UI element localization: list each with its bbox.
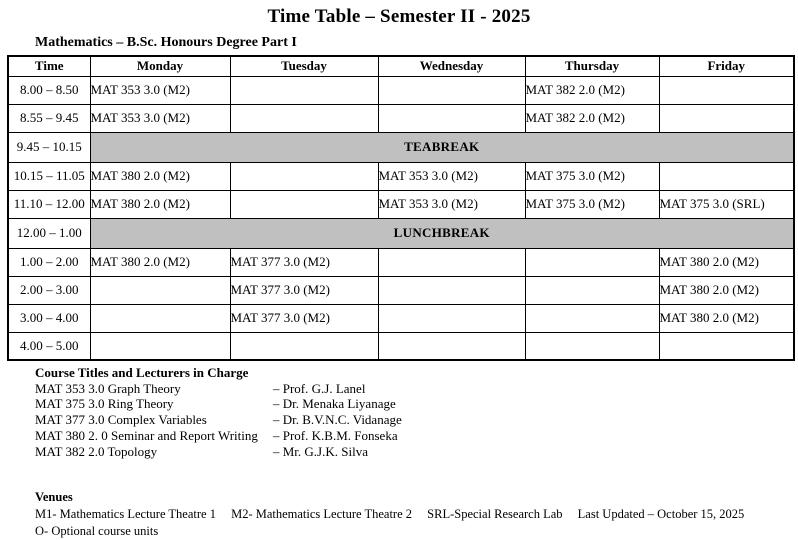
schedule-cell: MAT 380 2.0 (M2) bbox=[659, 276, 794, 304]
schedule-cell bbox=[525, 248, 659, 276]
schedule-cell bbox=[230, 190, 378, 218]
schedule-cell: MAT 380 2.0 (M2) bbox=[90, 248, 230, 276]
time-cell: 8.55 – 9.45 bbox=[8, 104, 90, 132]
schedule-cell: MAT 353 3.0 (M2) bbox=[90, 104, 230, 132]
timetable bbox=[7, 55, 795, 361]
timetable-row bbox=[8, 190, 794, 218]
schedule-cell bbox=[659, 76, 794, 104]
course-item bbox=[35, 381, 798, 397]
schedule-cell bbox=[378, 276, 525, 304]
schedule-cell: MAT 380 2.0 (M2) bbox=[659, 304, 794, 332]
time-cell: 8.00 – 8.50 bbox=[8, 76, 90, 104]
page-title: Time Table – Semester II - 2025 bbox=[267, 6, 531, 27]
schedule-cell bbox=[659, 104, 794, 132]
column-header-monday: Monday bbox=[90, 56, 230, 76]
course-lecturer: – Prof. K.B.M. Fonseka bbox=[273, 427, 398, 443]
timetable-row bbox=[8, 304, 794, 332]
last-updated: Last Updated – October 15, 2025 bbox=[577, 506, 745, 521]
teabreak-row bbox=[8, 132, 794, 162]
schedule-cell bbox=[525, 304, 659, 332]
time-cell: 9.45 – 10.15 bbox=[8, 132, 90, 162]
venues-heading: Venues bbox=[35, 490, 73, 505]
schedule-cell: MAT 353 3.0 (M2) bbox=[378, 162, 525, 190]
course-list-heading: Course Titles and Lecturers in Charge bbox=[35, 365, 249, 380]
course-title: MAT 382 2.0 Topology bbox=[35, 443, 158, 459]
schedule-cell bbox=[378, 104, 525, 132]
venue-m1: M1- Mathematics Lecture Theatre 1 bbox=[35, 506, 216, 521]
schedule-cell bbox=[659, 162, 794, 190]
header-row bbox=[8, 56, 794, 76]
time-cell: 1.00 – 2.00 bbox=[8, 248, 90, 276]
schedule-cell: MAT 382 2.0 (M2) bbox=[525, 76, 659, 104]
schedule-cell: MAT 353 3.0 (M2) bbox=[378, 190, 525, 218]
optional-note: O- Optional course units bbox=[35, 524, 159, 539]
schedule-cell bbox=[230, 104, 378, 132]
schedule-cell bbox=[378, 76, 525, 104]
schedule-cell: MAT 377 3.0 (M2) bbox=[230, 248, 378, 276]
page-subtitle: Mathematics – B.Sc. Honours Degree Part I bbox=[35, 35, 297, 50]
time-cell: 3.00 – 4.00 bbox=[8, 304, 90, 332]
course-item bbox=[35, 444, 798, 460]
schedule-cell bbox=[525, 332, 659, 360]
course-title: MAT 380 2. 0 Seminar and Report Writing bbox=[35, 427, 258, 443]
schedule-cell: MAT 382 2.0 (M2) bbox=[525, 104, 659, 132]
timetable-row bbox=[8, 332, 794, 360]
course-title: MAT 375 3.0 Ring Theory bbox=[35, 396, 174, 412]
course-item bbox=[35, 412, 798, 428]
time-cell: 2.00 – 3.00 bbox=[8, 276, 90, 304]
column-header-tuesday: Tuesday bbox=[230, 56, 378, 76]
schedule-cell: MAT 380 2.0 (M2) bbox=[659, 248, 794, 276]
course-lecturer: – Mr. G.J.K. Silva bbox=[273, 443, 368, 459]
schedule-cell bbox=[90, 276, 230, 304]
course-title: MAT 377 3.0 Complex Variables bbox=[35, 412, 207, 428]
schedule-cell bbox=[230, 76, 378, 104]
venues-line bbox=[35, 506, 798, 523]
schedule-cell bbox=[378, 332, 525, 360]
timetable-row bbox=[8, 248, 794, 276]
lunchbreak-row bbox=[8, 218, 794, 248]
column-header-friday: Friday bbox=[659, 56, 794, 76]
column-header-time: Time bbox=[8, 56, 90, 76]
course-item bbox=[35, 396, 798, 412]
schedule-cell: MAT 375 3.0 (SRL) bbox=[659, 190, 794, 218]
time-cell: 12.00 – 1.00 bbox=[8, 218, 90, 248]
timetable-row bbox=[8, 162, 794, 190]
schedule-cell: MAT 380 2.0 (M2) bbox=[90, 190, 230, 218]
schedule-cell bbox=[659, 332, 794, 360]
schedule-cell bbox=[378, 304, 525, 332]
time-cell: 4.00 – 5.00 bbox=[8, 332, 90, 360]
venue-srl: SRL-Special Research Lab bbox=[427, 506, 563, 521]
course-item bbox=[35, 428, 798, 444]
column-header-thursday: Thursday bbox=[525, 56, 659, 76]
schedule-cell: MAT 380 2.0 (M2) bbox=[90, 162, 230, 190]
course-list bbox=[35, 365, 798, 459]
schedule-cell: MAT 377 3.0 (M2) bbox=[230, 276, 378, 304]
course-lecturer: – Prof. G.J. Lanel bbox=[273, 380, 366, 396]
schedule-cell bbox=[378, 248, 525, 276]
schedule-cell: MAT 375 3.0 (M2) bbox=[525, 162, 659, 190]
schedule-cell: MAT 377 3.0 (M2) bbox=[230, 304, 378, 332]
time-cell: 10.15 – 11.05 bbox=[8, 162, 90, 190]
column-header-wednesday: Wednesday bbox=[378, 56, 525, 76]
lunchbreak-cell: LUNCHBREAK bbox=[90, 218, 794, 248]
timetable-row bbox=[8, 76, 794, 104]
course-lecturer: – Dr. Menaka Liyanage bbox=[273, 396, 396, 412]
schedule-cell: MAT 375 3.0 (M2) bbox=[525, 190, 659, 218]
schedule-cell bbox=[90, 332, 230, 360]
teabreak-cell: TEABREAK bbox=[90, 132, 794, 162]
schedule-cell: MAT 353 3.0 (M2) bbox=[90, 76, 230, 104]
course-title: MAT 353 3.0 Graph Theory bbox=[35, 380, 181, 396]
venue-m2: M2- Mathematics Lecture Theatre 2 bbox=[231, 506, 413, 521]
time-cell: 11.10 – 12.00 bbox=[8, 190, 90, 218]
course-lecturer: – Dr. B.V.N.C. Vidanage bbox=[273, 412, 402, 428]
timetable-row bbox=[8, 104, 794, 132]
schedule-cell bbox=[230, 332, 378, 360]
venues-section bbox=[35, 489, 798, 540]
schedule-cell bbox=[525, 276, 659, 304]
schedule-cell bbox=[90, 304, 230, 332]
timetable-page bbox=[0, 6, 798, 540]
timetable-row bbox=[8, 276, 794, 304]
schedule-cell bbox=[230, 162, 378, 190]
